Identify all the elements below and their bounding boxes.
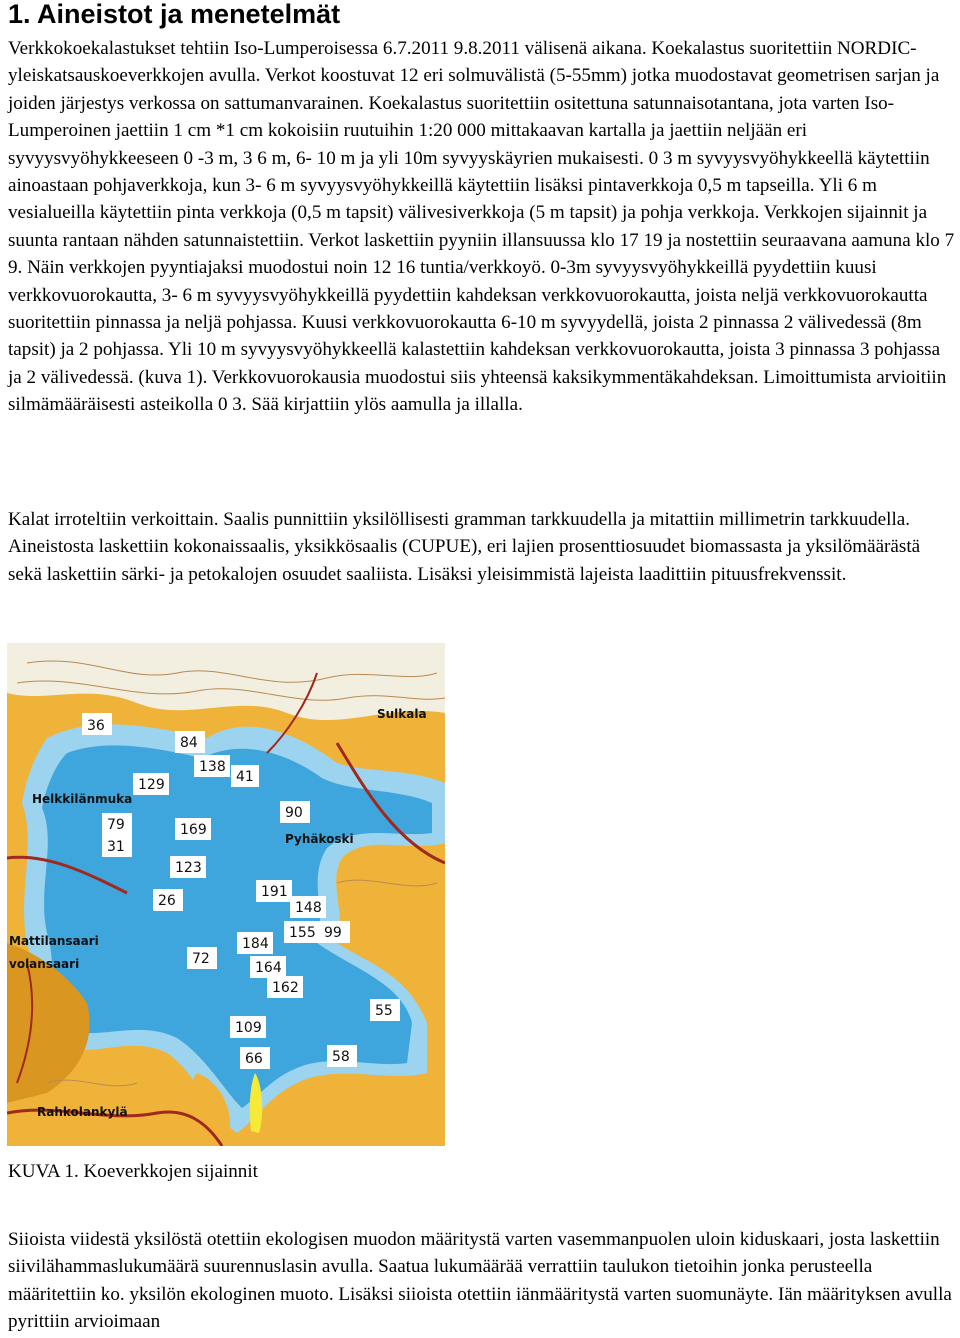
svg-text:58: 58: [332, 1049, 350, 1065]
svg-text:31: 31: [107, 839, 125, 855]
svg-text:72: 72: [192, 951, 210, 967]
net-location-map: [7, 643, 445, 1146]
svg-text:90: 90: [285, 805, 303, 821]
section-heading: 1. Aineistot ja menetelmät: [8, 0, 341, 29]
svg-text:123: 123: [175, 860, 202, 876]
svg-text:36: 36: [87, 718, 105, 734]
net-label-58: [327, 1045, 357, 1067]
net-label-184: [237, 932, 273, 954]
methods-paragraph-3: Siioista viidestä yksilöstä otettiin ekologisen muodon määritystä varten vasemmanpuolen uloin kiduskaari, josta laskettiin siivilähammaslukumäärä suurennuslasin avulla. Saatua lukumäärää verrattiin taulukon tietoihin jonka perusteella määritettiin ko. yksilön ekologinen muoto. Lisäksi siioista otettiin iänmääritystä varten suomunäyte. Iän määrityksen avulla pyrittiin arvioimaan: [8, 1229, 952, 1333]
svg-text:41: 41: [236, 769, 254, 785]
net-label-109: [230, 1016, 266, 1038]
place-name: Helkkilänmuka: [32, 792, 133, 806]
net-label-162: [267, 976, 303, 998]
svg-text:164: 164: [255, 960, 282, 976]
svg-text:191: 191: [261, 884, 288, 900]
methods-paragraph-1: Verkkokoekalastukset tehtiin Iso-Lumperoisessa 6.7.2011 9.8.2011 välisenä aikana. Koekalastus suoritettiin NORDIC-yleiskatsauskoeverkkojen avulla. Verkot koostuvat 12 eri solmuvälistä (5-55mm) jotka muodostavat geometrisen sarjan ja joiden järjestys verkossa on sattumanvarainen. Koekalastus suoritettiin ositettuna satunnaisotantana, jota varten Iso-Lumperoinen jaettiin 1 cm *1 cm kokoisiin ruutuihin 1:20 000 mittakaavan kartalla ja jaettiin neljään eri syvyysvyöhykkeeseen 0 -3 m, 3 6 m, 6- 10 m ja yli 10m syvyyskäyrien mukaisesti. 0 3 m syvyysvyöhykkeellä käytettiin ainoastaan pohjaverkkoja, kun 3- 6 m syvyysvyöhykkeillä käytettiin lisäksi pintaverkkoja 0,5 m tapseilla. Yli 6 m vesialueilla käytettiin pinta verkkoja (0,5 m tapsit) välivesiverkkoja (5 m tapsit) ja pohja verkkoja. Verkkojen sijainnit ja suunta rantaan nähden satunnaistettiin. Verkot laskettiin pyyniin illansuussa klo 17 19 ja nostettiin seuraavana aamuna klo 7 9. Näin verkkojen pyyntiajaksi muodostui noin 12 16 tuntia/verkkoyö. 0-3m syvyysvyöhykkeillä pyydettiin kuusi verkkovuorokautta, 3- 6 m syvyysvyöhykkeillä pyydettiin kahdeksan verkkovuorokautta, joista neljä verkkovuorokautta suoritettiin pinnassa ja neljä pohjassa. Kuusi verkkovuorokautta 6-10 m syvyydellä, joista 2 pinnassa 2 välivedessä (8m tapsit) ja 2 pohjassa. Yli 10 m syvyysvyöhykkeellä kalastettiin kahdeksan verkkovuorokautta, joista 3 pinnassa 3 pohjassa ja 2 välivedessä. (kuva 1). Verkkovuorokausia muodostui siis yhteensä kaksikymmentäkahdeksan. Limoittumista arvioitiin silmämääräisesti asteikolla 0 3. Sää kirjattiin ylös aamulla ja illalla.: [8, 38, 955, 416]
place-name: Sulkala: [377, 707, 427, 721]
net-label-66: [240, 1047, 270, 1069]
net-label-164: [250, 956, 286, 978]
net-label-36: [82, 713, 112, 735]
svg-text:138: 138: [199, 759, 226, 775]
svg-text:79: 79: [107, 817, 125, 833]
net-label-26: [153, 889, 183, 911]
net-label-72: [187, 947, 217, 969]
svg-text:84: 84: [180, 735, 198, 751]
net-label-148: [290, 896, 326, 918]
svg-text:99: 99: [324, 925, 342, 941]
net-label-31: [102, 835, 132, 857]
svg-text:184: 184: [242, 936, 269, 952]
svg-text:55: 55: [375, 1003, 393, 1019]
net-label-79: [102, 813, 132, 835]
net-label-155: [284, 921, 320, 943]
place-name: volansaari: [9, 957, 80, 971]
svg-text:26: 26: [158, 893, 176, 909]
svg-text:148: 148: [295, 900, 322, 916]
net-label-90: [280, 801, 310, 823]
figure-caption: KUVA 1. Koeverkkojen sijainnit: [8, 1161, 258, 1182]
net-label-84: [175, 731, 205, 753]
place-name: Rahkolankylä: [37, 1105, 128, 1119]
net-label-99: [320, 921, 350, 943]
net-label-41: [231, 765, 259, 787]
svg-text:109: 109: [235, 1020, 262, 1036]
methods-paragraph-2: Kalat irroteltiin verkoittain. Saalis punnittiin yksilöllisesti gramman tarkkuudella ja mitattiin millimetrin tarkkuudella. Aineistosta laskettiin kokonaissaalis, yksikkösaalis (CUPUE), eri lajien prosenttiosuudet biomassasta ja yksilömäärästä sekä laskettiin särki- ja petokalojen osuudet saaliista. Lisäksi yleisimmistä lajeista laadittiin pituusfrekvenssit.: [8, 509, 921, 585]
net-label-169: [175, 818, 211, 840]
place-name: Pyhäkoski: [285, 832, 354, 846]
net-label-129: [133, 773, 169, 795]
net-label-123: [170, 856, 206, 878]
svg-text:169: 169: [180, 822, 207, 838]
svg-text:66: 66: [245, 1051, 263, 1067]
svg-text:162: 162: [272, 980, 299, 996]
place-name: Mattilansaari: [9, 934, 99, 948]
net-label-138: [194, 755, 230, 777]
net-label-191: [256, 880, 292, 902]
svg-text:129: 129: [138, 777, 165, 793]
net-label-55: [370, 999, 400, 1021]
svg-text:155: 155: [289, 925, 316, 941]
